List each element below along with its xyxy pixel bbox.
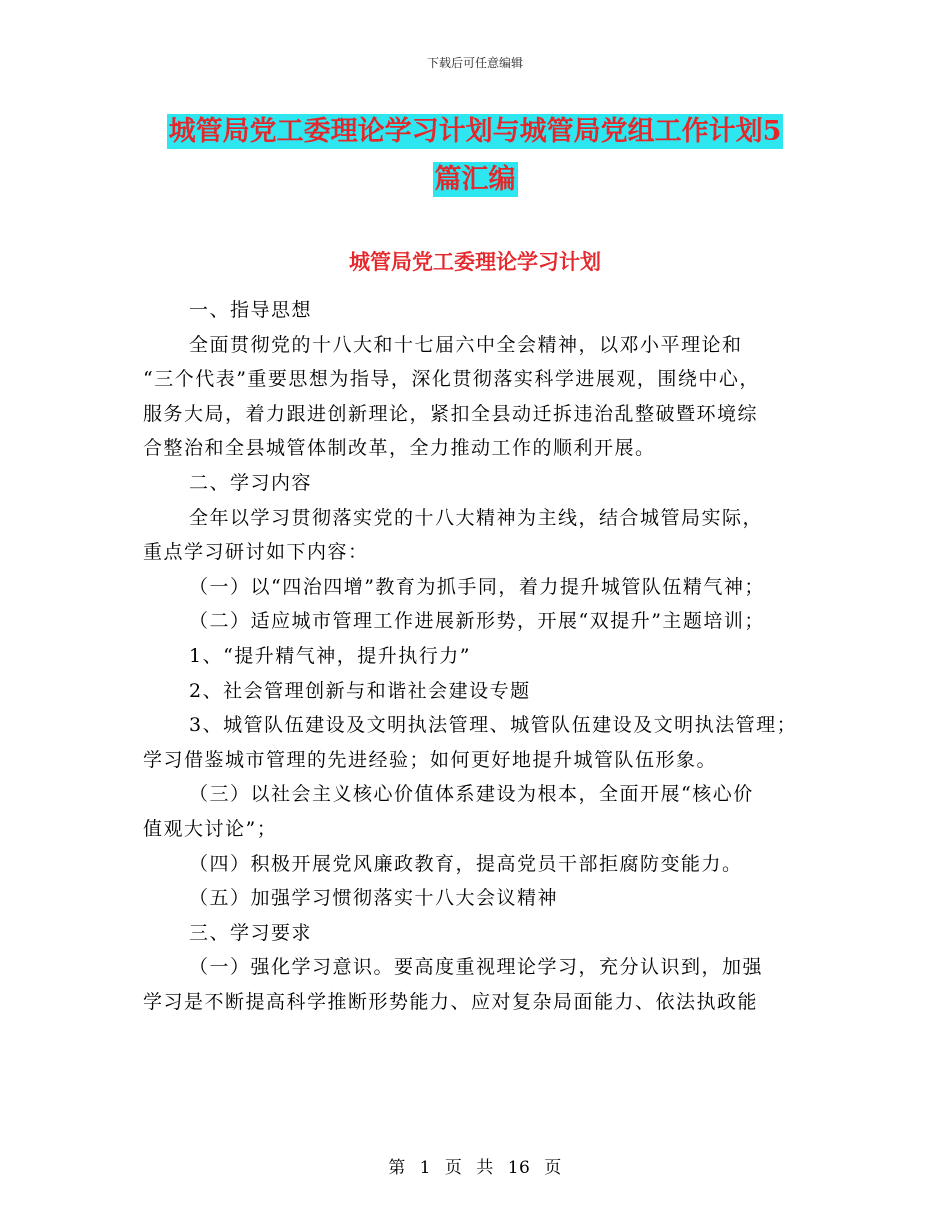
section-title: 城管局党工委理论学习计划 bbox=[349, 249, 601, 274]
paragraph-line: 重点学习研讨如下内容： bbox=[143, 541, 369, 564]
footer-total-unit: 页 bbox=[544, 1158, 562, 1178]
footer-page-unit: 页 bbox=[444, 1158, 463, 1178]
footer-total-pages: 16 bbox=[507, 1158, 531, 1178]
heading-study-requirements: 三、学习要求 bbox=[189, 921, 313, 944]
title-line-2: 篇汇编 bbox=[434, 164, 516, 195]
paragraph-line: 全面贯彻党的十八大和十七届六中全会精神，以邓小平理论和 bbox=[189, 333, 743, 356]
paragraph-line: 值观大讨论”； bbox=[143, 817, 278, 840]
paragraph-line: “三个代表”重要思想为指导，深化贯彻落实科学进展观，围绕中心， bbox=[143, 368, 760, 391]
list-item: （一）强化学习意识。要高度重视理论学习，充分认识到，加强 bbox=[189, 956, 764, 979]
paragraph-line: 合整治和全县城管体制改革，全力推动工作的顺利开展。 bbox=[143, 437, 656, 460]
document-title bbox=[140, 108, 810, 204]
title-line-1: 城管局党工委理论学习计划与城管局党组工作计划5 bbox=[168, 116, 782, 147]
header-note: 下载后可任意编辑 bbox=[426, 56, 523, 70]
page-footer bbox=[0, 1153, 950, 1178]
list-item: （一）以“四治四增”教育为抓手同，着力提升城管队伍精气神； bbox=[189, 575, 765, 598]
list-item: （四）积极开展党风廉政教育，提高党员干部拒腐防变能力。 bbox=[189, 852, 743, 875]
list-item: （三）以社会主义核心价值体系建设为根本，全面开展“核心价 bbox=[189, 783, 754, 806]
list-item: （二）适应城市管理工作进展新形势，开展“双提升”主题培训； bbox=[189, 610, 765, 633]
footer-total-label: 共 bbox=[476, 1158, 494, 1178]
paragraph-line: 服务大局，着力跟进创新理论，紧扣全县动迁拆违治乱整破暨环境综 bbox=[143, 402, 759, 425]
heading-study-content: 二、学习内容 bbox=[189, 471, 313, 494]
heading-guiding-ideology: 一、指导思想 bbox=[189, 299, 313, 321]
footer-page-label: 第 bbox=[388, 1158, 406, 1178]
paragraph-line: 学习是不断提高科学推断形势能力、应对复杂局面能力、依法执政能 bbox=[143, 990, 759, 1013]
paragraph-line: 学习借鉴城市管理的先进经验；如何更好地提升城管队伍形象。 bbox=[143, 748, 718, 771]
footer-page-number: 1 bbox=[419, 1158, 431, 1178]
body-text bbox=[143, 293, 815, 1019]
list-item: 3、城管队伍建设及文明执法管理、城管队伍建设及文明执法管理； bbox=[189, 714, 798, 737]
list-item: 2、社会管理创新与和谐社会建设专题 bbox=[189, 679, 531, 702]
list-item: （五）加强学习惯彻落实十八大会议精神 bbox=[189, 887, 559, 910]
list-item: 1、“提升精气神，提升执行力” bbox=[189, 644, 472, 667]
paragraph-line: 全年以学习贯彻落实党的十八大精神为主线，结合城管局实际， bbox=[189, 506, 764, 529]
